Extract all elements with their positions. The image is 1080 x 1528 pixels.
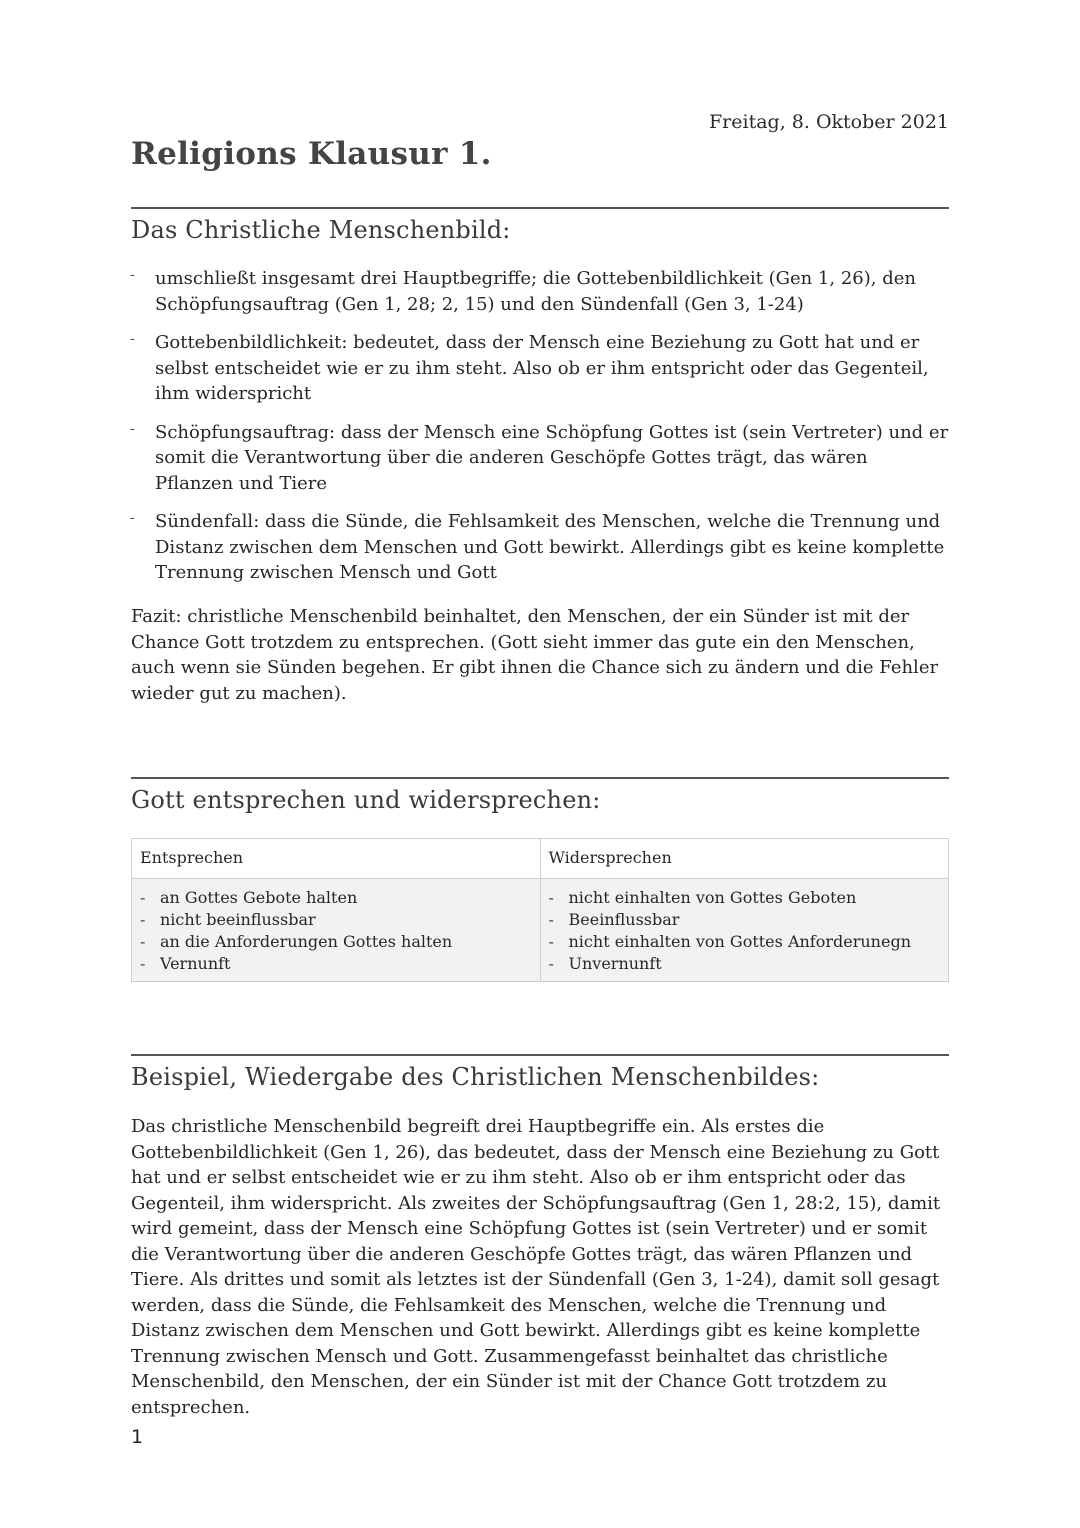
bullet-dash: - [140, 910, 146, 929]
conclusion-paragraph: Fazit: christliche Menschenbild beinhaltet, den Menschen, der ein Sünder ist mit der Chance Gott trotzdem zu entsprechen. (Gott sieht immer das gute ein den Menschen, auch wenn sie Sünden begehen. Er gibt ihnen die Chance sich zu ändern und die Fehler wieder gut zu machen). [131, 606, 939, 704]
column-header-entsprechen: Entsprechen [132, 839, 541, 879]
list-item-text: Vernunft [160, 954, 231, 973]
list-item-text: nicht einhalten von Gottes Anforderunegn [568, 932, 911, 951]
section-heading-menschenbild: Das Christliche Menschenbild: [131, 216, 511, 244]
list-item-text: Gottebenbildlichkeit: bedeutet, dass der Mensch eine Beziehung zu Gott hat und er selbst entscheidet wie er zu ihm steht. Also ob er ihm entspricht oder das Gegenteil, ihm widerspricht [155, 332, 929, 404]
list-item [549, 931, 943, 953]
list-item-text: Schöpfungsauftrag: dass der Mensch eine Schöpfung Gottes ist (sein Vertreter) und er somit die Verantwortung über die anderen Geschöpfe Gottes trägt, das wären Pflanzen und Tiere [155, 421, 949, 494]
list-item [131, 509, 949, 586]
list-item [549, 887, 943, 909]
menschenbild-bullet-list [131, 266, 949, 599]
table-row [132, 879, 949, 982]
list-item [140, 909, 534, 931]
document-title: Religions Klausur 1. [131, 136, 492, 172]
bullet-dash: - [548, 910, 554, 929]
section-heading-beispiel: Beispiel, Wiedergabe des Christlichen Menschenbildes: [131, 1063, 820, 1091]
section-divider [131, 207, 949, 209]
list-item [549, 953, 943, 975]
widersprechen-cell [540, 879, 949, 982]
list-item-text: umschließt insgesamt drei Hauptbegriffe; die Gottebenbildlichkeit (Gen 1, 26), den Schöpfungsauftrag (Gen 1, 28; 2, 15) und den Sündenfall (Gen 3, 1-24) [155, 268, 916, 315]
section-divider [131, 1054, 949, 1056]
document-page [131, 0, 949, 1528]
bullet-dash: - [140, 954, 146, 973]
list-item [131, 266, 949, 317]
bullet-dash: - [140, 888, 146, 907]
bullet-dash: - [548, 888, 554, 907]
document-date: Freitag, 8. Oktober 2021 [708, 111, 949, 133]
list-item [140, 887, 534, 909]
comparison-table [131, 838, 949, 982]
section-heading-entsprechen: Gott entsprechen und widersprechen: [131, 786, 601, 814]
list-item-text: Beeinflussbar [568, 910, 680, 929]
list-item [140, 931, 534, 953]
list-item-text: nicht einhalten von Gottes Geboten [568, 888, 857, 907]
page-number: 1 [131, 1426, 144, 1448]
list-item [131, 420, 949, 497]
list-item-text: an die Anforderungen Gottes halten [160, 932, 453, 951]
list-item [140, 953, 534, 975]
list-item-text: nicht beeinflussbar [160, 910, 316, 929]
list-item [549, 909, 943, 931]
bullet-dash: - [548, 932, 554, 951]
list-item-text: Sündenfall: dass die Sünde, die Fehlsamkeit des Menschen, welche die Trennung und Distanz zwischen dem Menschen und Gott bewirkt. Allerdings gibt es keine komplette Trennung zwischen Mensch und Gott [155, 511, 945, 583]
table-header-row [132, 839, 949, 879]
bullet-dash: - [548, 954, 554, 973]
example-paragraph: Das christliche Menschenbild begreift drei Hauptbegriffe ein. Als erstes die Gottebenbildlichkeit (Gen 1, 26), das bedeutet, dass der Mensch eine Beziehung zu Gott hat und er selbst entscheidet wie er zu ihm steht. Also ob er ihm entspricht oder das Gegenteil, ihm widerspricht. Als zweites der Schöpfungsauftrag (Gen 1, 28:2, 15), damit wird gemeint, dass der Mensch eine Schöpfung Gottes ist (sein Vertreter) und er somit die Verantwortung über die anderen Geschöpfe Gottes trägt, das wären Pflanzen und Tiere. Als drittes und somit als letztes ist der Sündenfall (Gen 3, 1-24), damit soll gesagt werden, dass die Sünde, die Fehlsamkeit des Menschen, welche die Trennung und Distanz zwischen dem Menschen und Gott bewirkt. Allerdings gibt es keine komplette Trennung zwischen Mensch und Gott. Zusammengefasst beinhaltet das christliche Menschenbild, den Menschen, der ein Sünder ist mit der Chance Gott trotzdem zu entsprechen. [131, 1116, 941, 1418]
section-divider [131, 777, 949, 779]
column-header-widersprechen: Widersprechen [540, 839, 949, 879]
bullet-dash: - [130, 331, 135, 347]
list-item-text: an Gottes Gebote halten [160, 888, 358, 907]
list-item-text: Unvernunft [568, 954, 662, 973]
list-item [131, 330, 949, 407]
bullet-dash: - [130, 267, 135, 283]
bullet-dash: - [130, 420, 135, 437]
entsprechen-cell [132, 879, 541, 982]
bullet-dash: - [130, 510, 135, 526]
bullet-dash: - [140, 932, 146, 951]
